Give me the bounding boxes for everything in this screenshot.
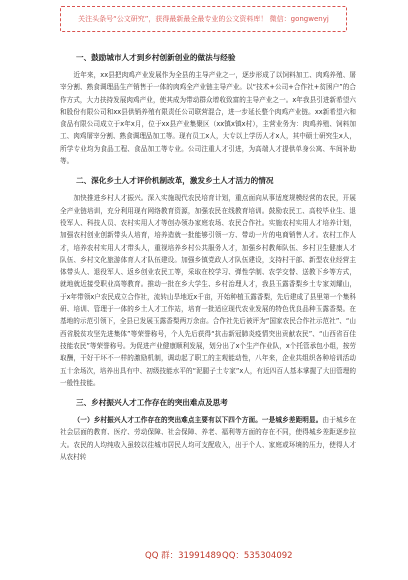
section-3-body-text: 由于城乡在社会层面的教育、医疗、劳动保障、社会保障、养老、福利等方面的存在不同，使得城乡差距逐步拉大。农民的人均纯收入虽较以往城市居民人均可支配收入，出于个人、家庭或环境的压力，使得人才从农村转: [60, 416, 357, 462]
section-1-paragraph: 近年来，xx县把肉鸡产业发展作为全县的主导产业之一，逐步形成了以饲料加工、肉鸡养殖、屠宰分割、熟食调理品生产销售于一体的肉鸡全产业链主导产业。以“技术+公司+合作社+贫困户”的合作方式，大力扶持发展肉鸡产业，使其成为带动群众增收致富的主导产业之一。x年我县引进新希望六和股份有限公司和xx县供销养殖有限责任公司联营混合，进一步延长整个肉鸡产业链。xx新希望六和食品有限公司成立于x年x月，位于xx县产业集聚区（xx镇x镇x村），主营业务为：肉鸡养殖、饲料加工、肉鸡屠宰分割、熟食调理品加工等。现有员工x人，大专以上学历人才x人，其中硕士研究生x人，所学专业均为食品工程、食品加工等专业。公司注重人才引进，为高端人才提供单身公寓、车间补助等。: [60, 71, 356, 166]
promo-banner: 关注头条号“公文研究”，获得最新最全最专业的公文资料库！ 微信：gongwenyj: [60, 6, 347, 32]
section-2-heading: 二、深化乡土人才评价机制改革，激发乡土人才活力的情况: [76, 176, 274, 186]
section-3-paragraph: [60, 414, 356, 463]
section-3-heading: 三、乡村振兴人才工作存在的突出难点及思考: [76, 398, 228, 408]
contact-footer: [0, 549, 408, 563]
qq-group-text: QQ 群：31991489: [145, 551, 222, 561]
qq-contact-text: QQ：535304092: [222, 551, 293, 561]
section-1-heading: 一、鼓励城市人才到乡村创新创业的做法与经验: [76, 53, 236, 62]
section-3-lead-text: （一）乡村振兴人才工作存在的突出难点主要有以下四个方面。一是城乡差距明显。: [73, 416, 323, 425]
document-body: [60, 52, 356, 463]
section-2-paragraph: 加快推进乡村人才振兴。深入实施现代农民培育计划，重点面向从事适度规模经营的农民，开展全产业链培训，充分利用现有网络教育资源，加强农民在线教育培训。鼓励农民工、高校毕业生、退役军人、科技人员、农村实用人才等创办领办家庭农场、农民合作社。实施农村实用人才培养计划，加强农村创业创新带头人培育，培养造就一批能够引领一方、带动一片的电商销售人才。农村工作人才，培养农村实用人才带头人，重视培养乡村公共服务人才，加强乡村教师队伍、乡村卫生健康人才队伍、乡村文化旅游体育人才队伍建设。加强乡镇党政人才队伍建设，支持村干部、新型农业经营主体带头人、退役军人、返乡创业农民工等，采取在校学习、弹性学制、农学交替、送教下乡等方式，就地就近接受职业高等教育。推动一批在乡大学生、乡村治理人才，我县玉露香梨乡土专家刘耀山，于x年带领x户农民成立合作社，流转山旱地近x千亩，开始种植玉露香梨，先后建成了县里第一个集科研、培训、管理于一体的乡土人才工作站，培育一批适应现代农业发展的特色优良品种玉露香梨。在基地的示范引领下，全县已发展玉露香梨两万余亩。合作社先后被评为“国家农民合作社示范社”、“山西省脱贫攻坚先进集体”等荣誉称号，个人先后获得“抗击新冠肺炎疫情突出贡献农民”、“山西省百佳技能农民”等荣誉称号。为促进产业健康顺利发展，划分出了x个生产作业队，x个托管承包小组，按劳取酬，干好干坏不一样的激励机制，调动起了职工的主观能动性，八年来，企业共组织各种培训活动五十余场次，培养出具有中、初级技能水平的“泥腿子土专家”x人，有近四百人基本掌握了大田管理的一般性技能。: [60, 194, 356, 387]
